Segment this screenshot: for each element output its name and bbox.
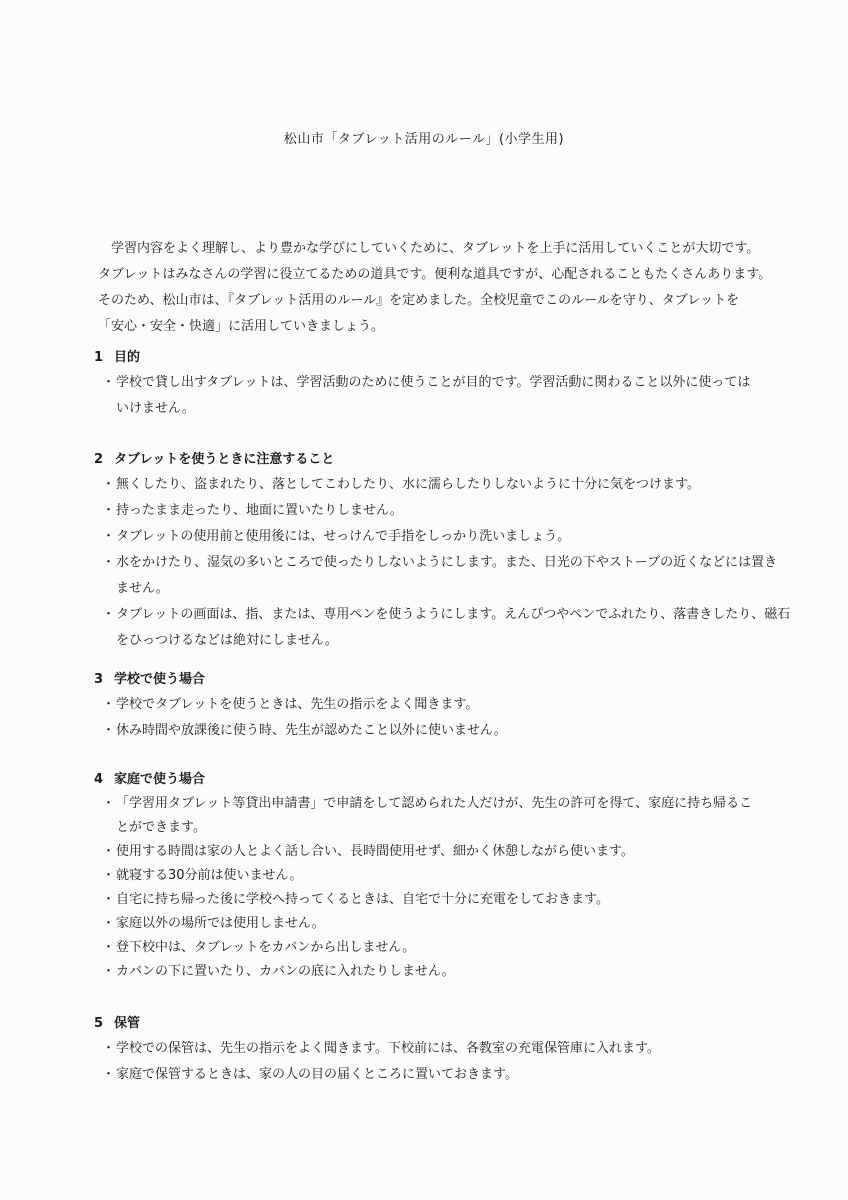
rule-item	[98, 370, 784, 422]
rule-line: タブレットの使用前と使用後には、せっけんで手指をしっかり洗いましょう。	[116, 529, 571, 544]
rule-line: 登下校中は、タブレットをカバンから出しません。	[116, 940, 416, 955]
bullet: ・	[102, 892, 116, 907]
rule-line: 無くしたり、盗まれたり、落としてこわしたり、水に濡らしたりしないように十分に気をつけます。	[116, 477, 700, 492]
rule-line: 「学習用タブレット等貸出申請書」で申請をして認められた人だけが、先生の許可を得て、家庭に持ち帰るこ	[116, 796, 753, 811]
bullet: ・	[102, 844, 116, 859]
rule-line: 使用する時間は家の人とよく話し合い、長時間使用せず、細かく休憩しながら使います。	[116, 844, 634, 859]
section-home-use	[94, 768, 784, 984]
section-number: 5	[94, 1016, 104, 1031]
rule-list	[94, 692, 784, 744]
section-heading	[94, 768, 784, 792]
intro-line: そのため、松山市は、『タブレット活用のルール』を定めました。全校児童でこのルールを守り、タブレットを	[98, 293, 740, 308]
rule-item	[98, 718, 784, 744]
rule-line: 就寝する30分前は使いません。	[116, 868, 303, 883]
rule-line: 家庭以外の場所では使用しません。	[116, 916, 325, 931]
section-number: 4	[94, 772, 104, 787]
rule-item	[98, 960, 784, 984]
rule-line: とができます。	[116, 820, 206, 835]
bullet: ・	[102, 697, 116, 712]
rule-line: 家庭で保管するときは、家の人の目の届くところに置いておきます。	[116, 1067, 518, 1082]
rule-item	[98, 936, 784, 960]
rule-item	[98, 472, 784, 498]
bullet: ・	[102, 868, 116, 883]
bullet: ・	[102, 607, 116, 622]
rule-item	[98, 912, 784, 936]
section-number: 2	[94, 452, 104, 467]
rule-line: カバンの下に置いたり、カバンの底に入れたりしません。	[116, 964, 455, 979]
intro-paragraph	[98, 236, 778, 340]
rule-line: いけません。	[116, 401, 195, 416]
rule-item	[98, 840, 784, 864]
rule-item	[98, 888, 784, 912]
rule-item	[98, 1036, 784, 1062]
rule-item	[98, 792, 784, 840]
bullet: ・	[102, 964, 116, 979]
bullet: ・	[102, 1067, 116, 1082]
section-title: 家庭で使う場合	[114, 772, 206, 787]
bullet: ・	[102, 916, 116, 931]
rule-line: 自宅に持ち帰った後に学校へ持ってくるときは、自宅で十分に充電をしておきます。	[116, 892, 609, 907]
section-heading	[94, 1012, 784, 1036]
bullet: ・	[102, 503, 116, 518]
rule-list	[94, 1036, 784, 1088]
section-number: 3	[94, 672, 104, 687]
rule-item	[98, 498, 784, 524]
rule-line: 水をかけたり、湿気の多いところで使ったりしないようにします。また、日光の下やストーブの近くなどには置き	[116, 555, 778, 570]
bullet: ・	[102, 555, 116, 570]
rule-line: ません。	[116, 581, 169, 596]
section-storage	[94, 1012, 784, 1088]
section-number: 1	[94, 350, 104, 365]
rule-line: 学校での保管は、先生の指示をよく聞きます。下校前には、各教室の充電保管庫に入れます。	[116, 1041, 660, 1056]
rule-item	[98, 602, 791, 654]
section-school-use	[94, 668, 784, 744]
rule-item	[98, 524, 784, 550]
rule-list	[94, 792, 784, 984]
bullet: ・	[102, 1041, 116, 1056]
bullet: ・	[102, 477, 116, 492]
section-purpose	[94, 346, 784, 422]
document-title: 松山市「タブレット活用のルール」(小学生用)	[283, 132, 565, 147]
section-heading	[94, 668, 784, 692]
rule-line: 学校で貸し出すタブレットは、学習活動のために使うことが目的です。学習活動に関わること以外に使っては	[116, 375, 751, 390]
bullet: ・	[102, 796, 116, 811]
bullet: ・	[102, 375, 116, 390]
rule-list	[94, 370, 784, 422]
intro-line: タブレットはみなさんの学習に役立てるための道具です。便利な道具ですが、心配されることもたくさんあります。	[98, 267, 772, 282]
section-precautions	[94, 448, 791, 654]
intro-line: 学習内容をよく理解し、より豊かな学びにしていくために、タブレットを上手に活用していくことが大切です。	[111, 241, 760, 256]
intro-line: 「安心・安全・快適」に活用していきましょう。	[98, 319, 385, 334]
section-heading	[94, 448, 784, 472]
bullet: ・	[102, 940, 116, 955]
rule-item	[98, 692, 784, 718]
bullet: ・	[102, 529, 116, 544]
rule-line: 休み時間や放課後に使う時、先生が認めたこと以外に使いません。	[116, 723, 507, 738]
section-title: 目的	[114, 350, 141, 365]
section-title: 保管	[114, 1016, 141, 1031]
rule-line: タブレットの画面は、指、または、専用ペンを使うようにします。えんぴつやペンでふれたり、落書きしたり、磁石	[116, 607, 791, 622]
rule-item	[98, 1062, 784, 1088]
rule-line: 学校でタブレットを使うときは、先生の指示をよく聞きます。	[116, 697, 479, 712]
rule-line: 持ったまま走ったり、地面に置いたりしません。	[116, 503, 403, 518]
rule-item	[98, 864, 784, 888]
section-title: タブレットを使うときに注意すること	[114, 452, 335, 467]
bullet: ・	[102, 723, 116, 738]
section-heading	[94, 346, 784, 370]
rule-line: をひっつけるなどは絶対にしません。	[116, 633, 338, 648]
rule-item	[98, 550, 784, 602]
rule-list	[94, 472, 791, 654]
section-title: 学校で使う場合	[114, 672, 206, 687]
